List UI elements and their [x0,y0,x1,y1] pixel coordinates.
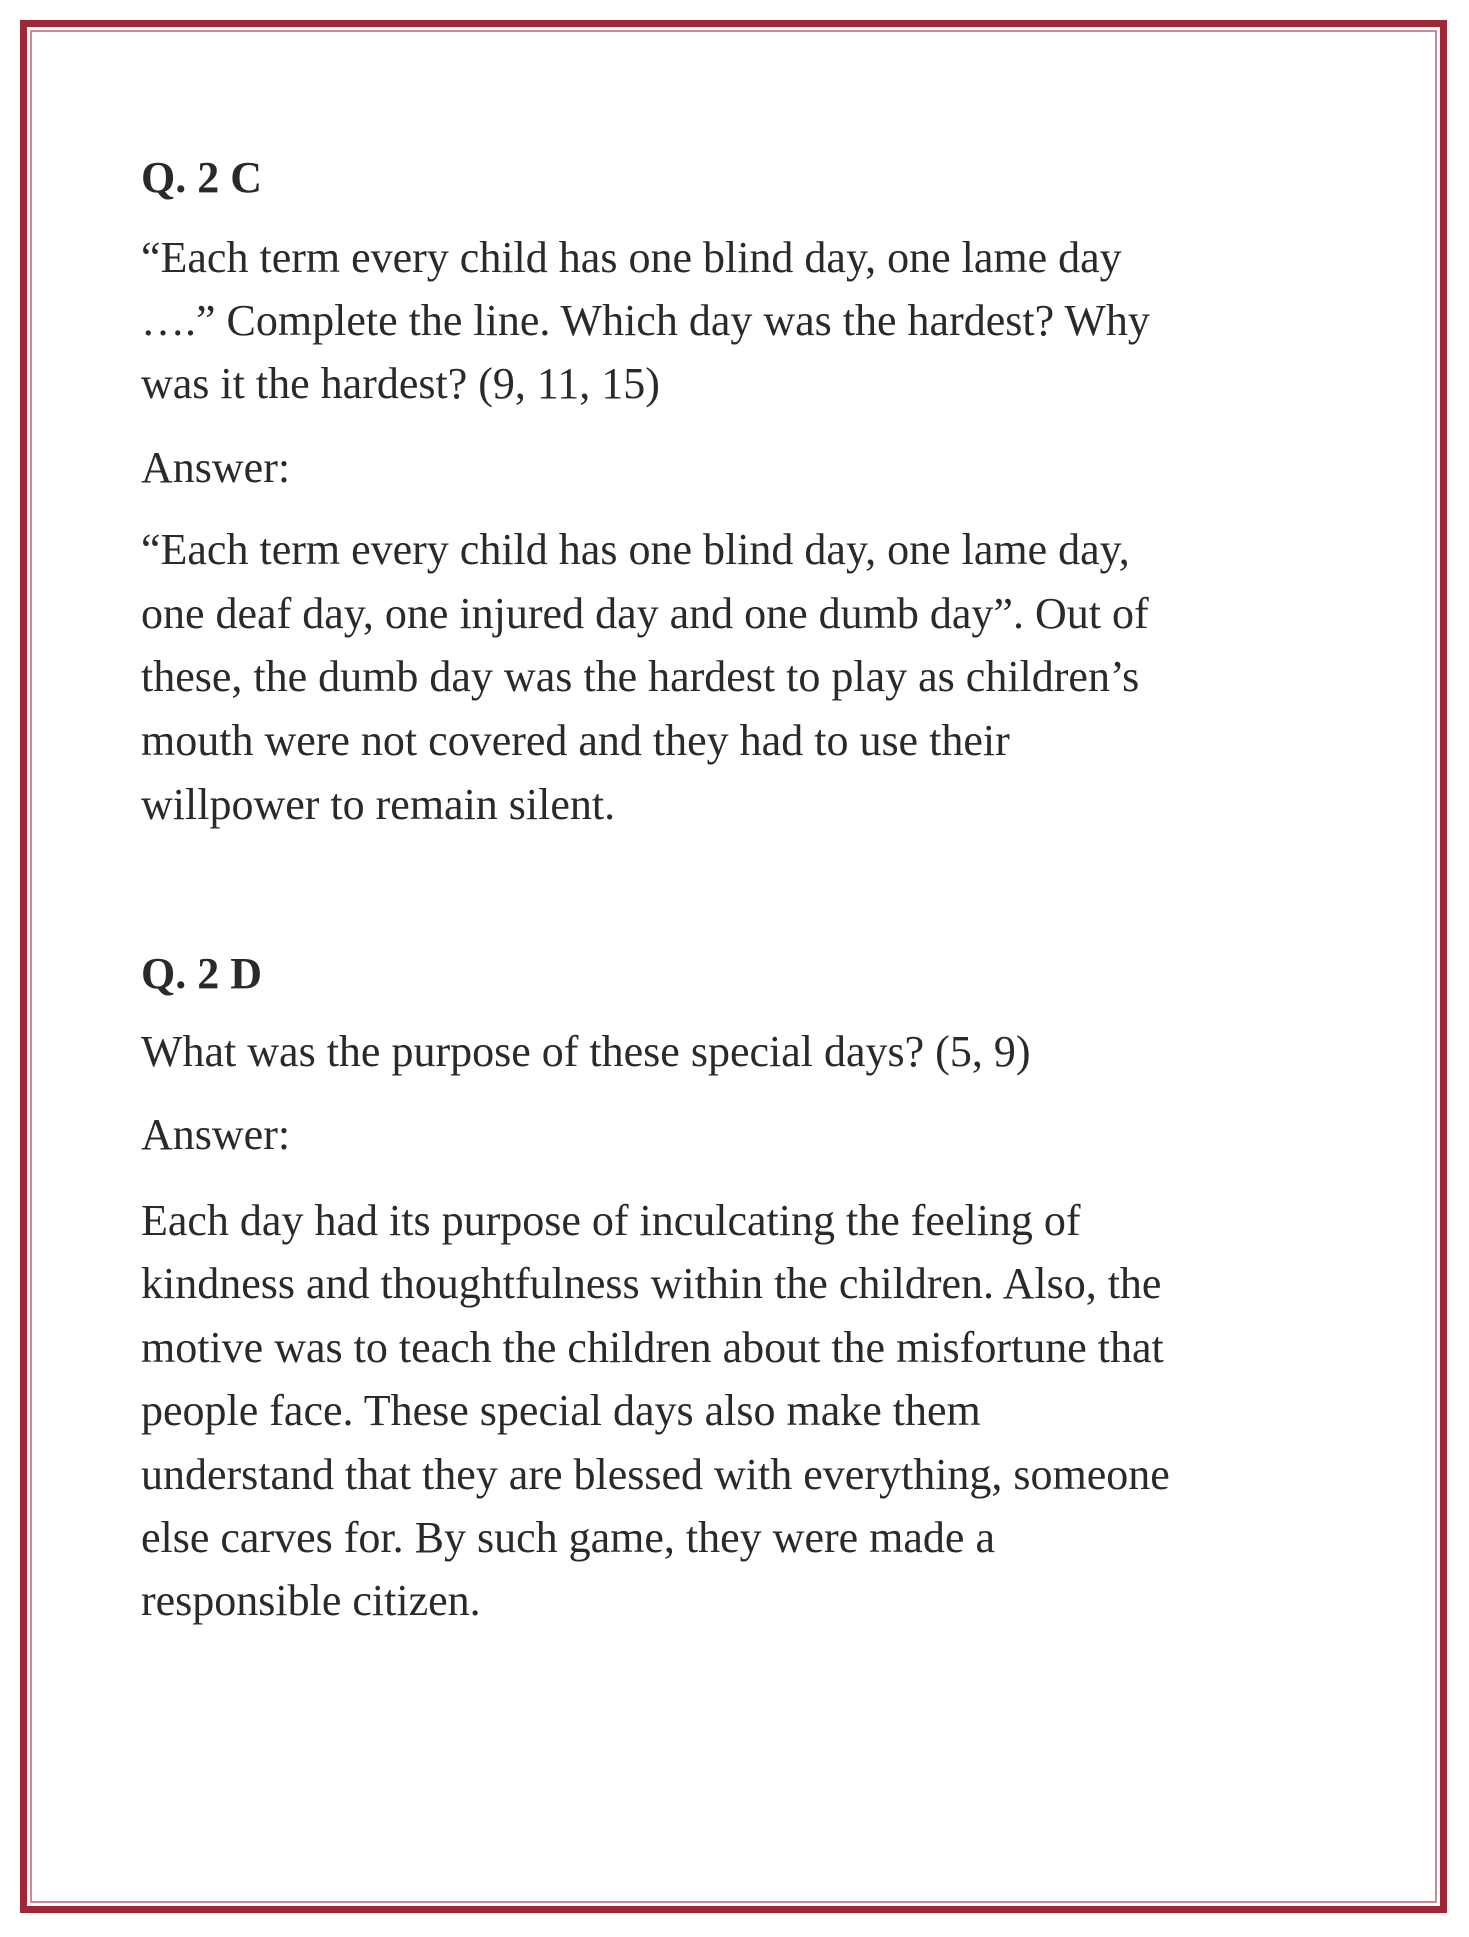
q2c-answer-line: willpower to remain silent. [141,780,616,829]
q2c-question-line: ….” Complete the line. Which day was the hardest? Why [141,296,1150,345]
q2c-answer-line: these, the dumb day was the hardest to play as children’s [141,652,1140,701]
q2c-question-line: was it the hardest? (9, 11, 15) [141,359,660,408]
q2d-heading: Q. 2 D [141,949,262,998]
q2c-answer-line: “Each term every child has one blind day, one lame day, [141,525,1130,574]
q2d-answer-line: else carves for. By such game, they were made a [141,1513,995,1562]
q2d-answer-line: Each day had its purpose of inculcating the feeling of [141,1196,1081,1245]
q2d-answer-line: kindness and thoughtfulness within the children. Also, the [141,1259,1162,1308]
q2d-answer-label: Answer: [141,1110,291,1159]
q2d-answer-line: understand that they are blessed with everything, someone [141,1450,1170,1499]
q2d-question-line: What was the purpose of these special days? (5, 9) [141,1027,1031,1076]
q2d-answer-line: people face. These special days also make them [141,1386,981,1435]
q2c-answer-line: one deaf day, one injured day and one dumb day”. Out of [141,589,1149,638]
q2d-answer-line: responsible citizen. [141,1576,481,1625]
q2c-answer-label: Answer: [141,443,291,492]
q2c-question-line: “Each term every child has one blind day, one lame day [141,233,1122,282]
q2c-answer-line: mouth were not covered and they had to use their [141,716,1010,765]
q2c-heading: Q. 2 C [141,153,262,202]
q2d-answer-line: motive was to teach the children about the misfortune that [141,1323,1164,1372]
